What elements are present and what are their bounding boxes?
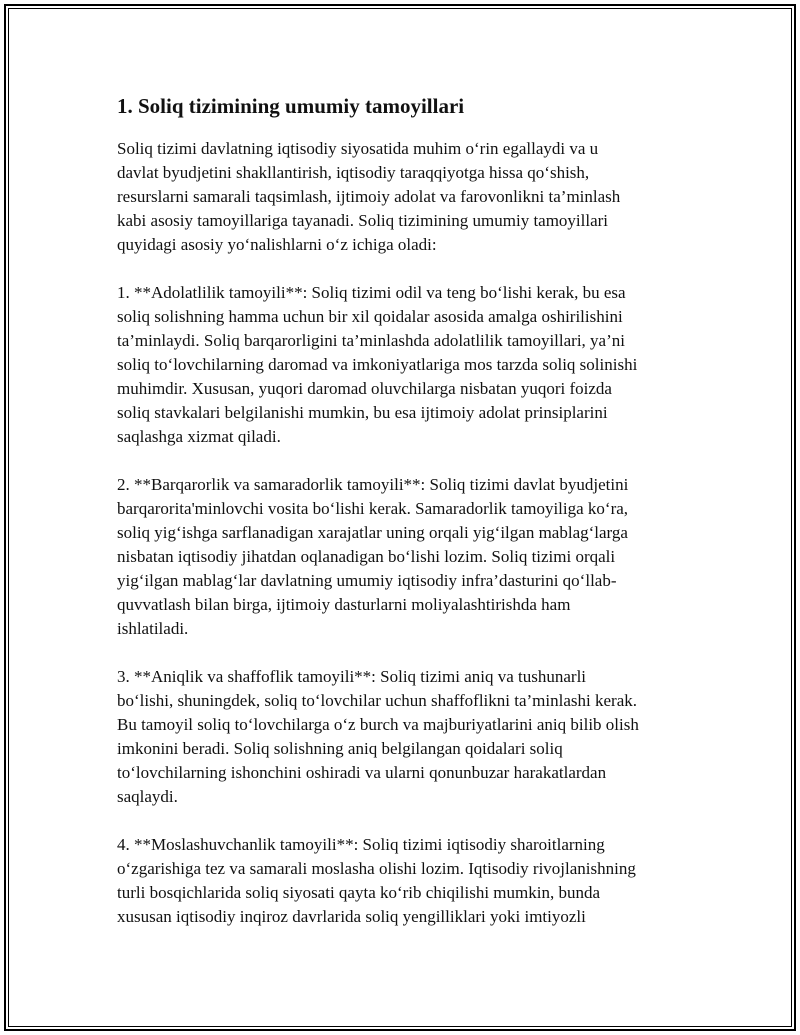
paragraph-flexibility-principle: 4. **Moslashuvchanlik tamoyili**: Soliq tizimi iqtisodiy sharoitlarning o‘zgarishiga tez va samarali moslasha olishi lozim. Iqtisodiy rivojlanishning turli bosqichlarida soliq siyosati qayta ko‘rib chiqilishi mumkin, bunda xususan iqtisodiy inqiroz davrlarida soliq yengilliklari yoki imtiyozli — [117, 835, 636, 926]
section-heading: 1. Soliq tizimining umumiy tamoyillari — [117, 94, 465, 118]
paragraph-stability-efficiency-principle: 2. **Barqarorlik va samaradorlik tamoyili**: Soliq tizimi davlat byudjetini barqarorita'minlovchi vosita bo‘lishi kerak. Samaradorlik tamoyiliga ko‘ra, soliq yig‘ishga sarflanadigan xarajatlar uning orqali yig‘ilgan mablag‘larga nisbatan iqtisodiy jihatdan oqlanadigan bo‘lishi lozim. Soliq tizimi orqali yig‘ilgan mablag‘lar davlatning umumiy iqtisodiy infra’dasturini qo‘llab- quvvatlash bilan birga, ijtimoiy dasturlarni moliyalashtirishda ham ishlatiladi. — [117, 475, 629, 638]
paragraph-clarity-transparency-principle: 3. **Aniqlik va shaffoflik tamoyili**: Soliq tizimi aniq va tushunarli bo‘lishi, shuningdek, soliq to‘lovchilar uchun shaffoflikni ta’minlashi kerak. Bu tamoyil soliq to‘lovchilarga o‘z burch va majburiyatlarini aniq bilib olish imkonini beradi. Soliq solishning aniq belgilangan qoidalari soliq to‘lovchilarning ishonchini oshiradi va ularni qonunbuzar harakatlardan saqlaydi. — [117, 667, 639, 806]
intro-paragraph: Soliq tizimi davlatning iqtisodiy siyosatida muhim o‘rin egallaydi va u davlat byudjetini shakllantirish, iqtisodiy taraqqiyotga hissa qo‘shish, resurslarni samarali taqsimlash, ijtimoiy adolat va farovonlikni ta’minlash kabi asosiy tamoyillariga tayanadi. Soliq tizimining umumiy tamoyillari quyidagi asosiy yo‘nalishlarni o‘z ichiga oladi: — [117, 139, 621, 254]
document-body — [117, 93, 692, 929]
paragraph-fairness-principle: 1. **Adolatlilik tamoyili**: Soliq tizimi odil va teng bo‘lishi kerak, bu esa soliq solishning hamma uchun bir xil qoidalar asosida amalga oshirilishini ta’minlaydi. Soliq barqarorligini ta’minlashda adolatlilik tamoyillari, ya’ni soliq to‘lovchilarning daromad va imkoniyatlariga mos tarzda soliq solinishi muhimdir. Xususan, yuqori daromad oluvchilarga nisbatan yuqori foizda soliq stavkalari belgilanishi mumkin, bu esa ijtimoiy adolat prinsiplarini saqlashga xizmat qiladi. — [117, 283, 638, 446]
